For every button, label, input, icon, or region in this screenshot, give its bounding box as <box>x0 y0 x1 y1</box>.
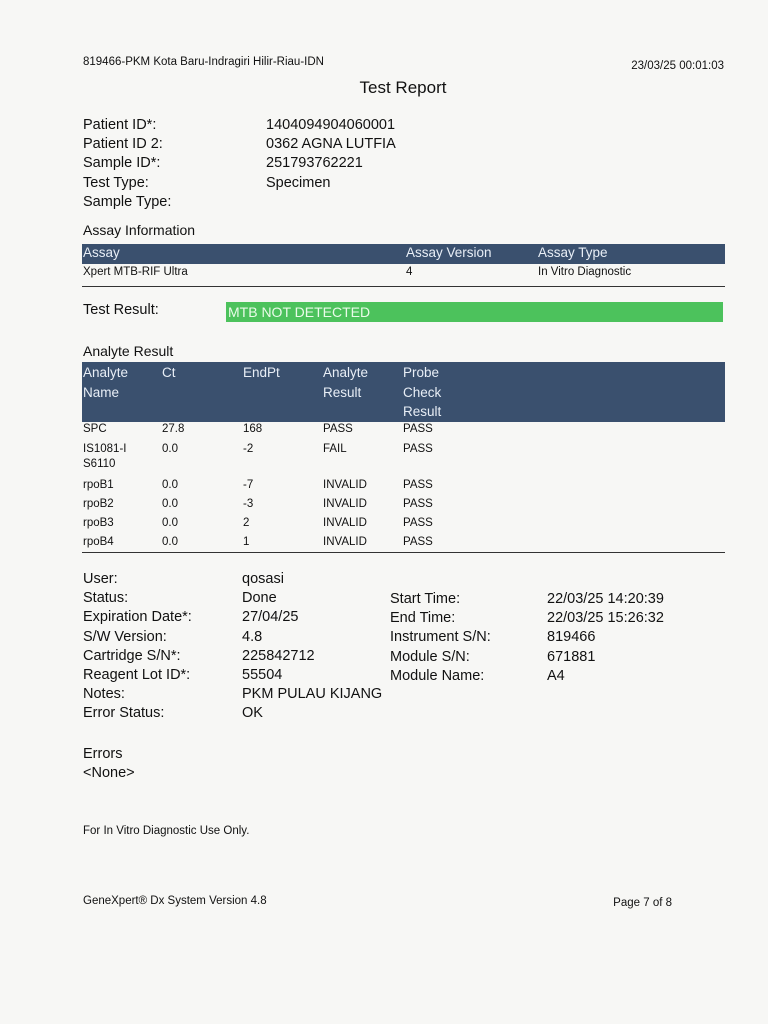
info-labels <box>83 570 192 724</box>
ct-value: 0.0 <box>162 479 178 491</box>
analyte-row <box>82 497 725 516</box>
page-number: Page 7 of 8 <box>613 897 672 909</box>
probe-check-col-header: Probe Check Result <box>403 365 442 419</box>
analyte-name: rpoB3 <box>83 517 114 529</box>
patient-id-label: Patient ID*: <box>83 117 157 133</box>
test-type-value: Specimen <box>266 174 331 191</box>
reagent-lot-label: Reagent Lot ID*: <box>83 667 191 684</box>
test-result-badge: MTB NOT DETECTED <box>226 302 723 322</box>
errors-section <box>83 745 135 783</box>
analyte-row <box>82 478 725 497</box>
errors-value: <None> <box>83 765 135 782</box>
ct-value: 0.0 <box>162 443 178 455</box>
errors-title: Errors <box>83 746 123 762</box>
probe-check-result: PASS <box>403 423 433 435</box>
analyte-row <box>82 442 725 478</box>
expiration-value: 27/04/25 <box>242 609 299 626</box>
analyte-divider <box>82 552 725 553</box>
analyte-name: IS1081-IS6110 <box>83 443 127 470</box>
error-status-value: OK <box>242 705 263 722</box>
assay-version-col-header: Assay Version <box>406 245 492 260</box>
analyte-row <box>82 422 725 442</box>
status-value: Done <box>242 590 277 607</box>
expiration-label: Expiration Date*: <box>83 609 192 626</box>
sample-id-value: 251793762221 <box>266 155 363 172</box>
endpt-value: -3 <box>243 498 254 510</box>
ct-value: 0.0 <box>162 517 178 529</box>
probe-check-result: PASS <box>403 443 433 455</box>
endpt-value: -2 <box>243 443 254 455</box>
patient-values <box>266 116 396 193</box>
assay-header-bar <box>82 244 725 264</box>
assay-section-title: Assay Information <box>83 222 196 238</box>
probe-check-result: PASS <box>403 517 433 529</box>
info-values <box>242 570 382 724</box>
end-time-label: End Time: <box>390 610 456 627</box>
sw-version-label: S/W Version: <box>83 628 167 645</box>
patient-labels <box>83 116 171 212</box>
notes-value: PKM PULAU KIJANG <box>242 686 383 703</box>
ct-col-header: Ct <box>162 365 176 380</box>
ct-value: 0.0 <box>162 536 178 548</box>
site-header: 819466-PKM Kota Baru-Indragiri Hilir-Riau-IDN <box>83 56 324 68</box>
patient-id2-label: Patient ID 2: <box>83 136 163 153</box>
analyte-section-title: Analyte Result <box>83 343 174 359</box>
info2-labels <box>390 590 491 686</box>
user-label: User: <box>83 571 118 587</box>
analyte-header-bar <box>82 362 725 422</box>
user-value: qosasi <box>242 571 284 587</box>
patient-id-value: 1404094904060001 <box>266 117 396 133</box>
assay-type-col-header: Assay Type <box>538 245 608 260</box>
report-timestamp: 23/03/25 00:01:03 <box>631 60 724 72</box>
analyte-name: rpoB4 <box>83 536 114 548</box>
assay-name: Xpert MTB-RIF Ultra <box>83 266 188 278</box>
analyte-result: INVALID <box>323 517 367 529</box>
info2-values <box>547 590 664 686</box>
instrument-sn-value: 819466 <box>547 629 596 646</box>
status-label: Status: <box>83 590 129 607</box>
analyte-result-col-header: Analyte Result <box>323 365 369 400</box>
analyte-result: INVALID <box>323 498 367 510</box>
test-result-label: Test Result: <box>83 302 159 318</box>
analyte-name-col-header: Analyte Name <box>83 365 129 400</box>
reagent-lot-value: 55504 <box>242 667 283 684</box>
sw-version-value: 4.8 <box>242 628 263 645</box>
analyte-result: FAIL <box>323 443 347 455</box>
endpt-value: 168 <box>243 423 263 435</box>
probe-check-result: PASS <box>403 536 433 548</box>
endpt-value: -7 <box>243 479 254 491</box>
sample-type-label: Sample Type: <box>83 193 172 210</box>
end-time-value: 22/03/25 15:26:32 <box>547 610 664 627</box>
sample-id-label: Sample ID*: <box>83 155 161 172</box>
assay-version: 4 <box>406 266 413 278</box>
endpt-value: 2 <box>243 517 250 529</box>
cartridge-sn-value: 225842712 <box>242 647 315 664</box>
probe-check-result: PASS <box>403 479 433 491</box>
assay-col-header: Assay <box>83 245 120 260</box>
probe-check-result: PASS <box>403 498 433 510</box>
module-sn-label: Module S/N: <box>390 648 470 665</box>
analyte-name: SPC <box>83 423 107 435</box>
analyte-rows <box>82 422 725 554</box>
instrument-sn-label: Instrument S/N: <box>390 629 491 646</box>
assay-row <box>82 264 725 287</box>
notes-label: Notes: <box>83 686 125 703</box>
assay-type: In Vitro Diagnostic <box>538 266 632 278</box>
system-version: GeneXpert® Dx System Version 4.8 <box>83 895 267 907</box>
analyte-result: PASS <box>323 423 353 435</box>
endpt-col-header: EndPt <box>243 365 280 380</box>
start-time-label: Start Time: <box>390 591 461 607</box>
page-title: Test Report <box>359 78 447 97</box>
analyte-name: rpoB2 <box>83 498 114 510</box>
analyte-name: rpoB1 <box>83 479 114 491</box>
module-sn-value: 671881 <box>547 648 596 665</box>
ivd-footnote: For In Vitro Diagnostic Use Only. <box>83 825 250 837</box>
patient-id2-value: 0362 AGNA LUTFIA <box>266 136 396 153</box>
endpt-value: 1 <box>243 536 250 548</box>
error-status-label: Error Status: <box>83 705 165 722</box>
cartridge-sn-label: Cartridge S/N*: <box>83 647 181 664</box>
ct-value: 27.8 <box>162 423 185 435</box>
analyte-result: INVALID <box>323 479 367 491</box>
module-name-value: A4 <box>547 667 565 684</box>
analyte-result: INVALID <box>323 536 367 548</box>
start-time-value: 22/03/25 14:20:39 <box>547 591 664 607</box>
ct-value: 0.0 <box>162 498 178 510</box>
analyte-row <box>82 516 725 535</box>
test-type-label: Test Type: <box>83 174 149 191</box>
module-name-label: Module Name: <box>390 667 485 684</box>
